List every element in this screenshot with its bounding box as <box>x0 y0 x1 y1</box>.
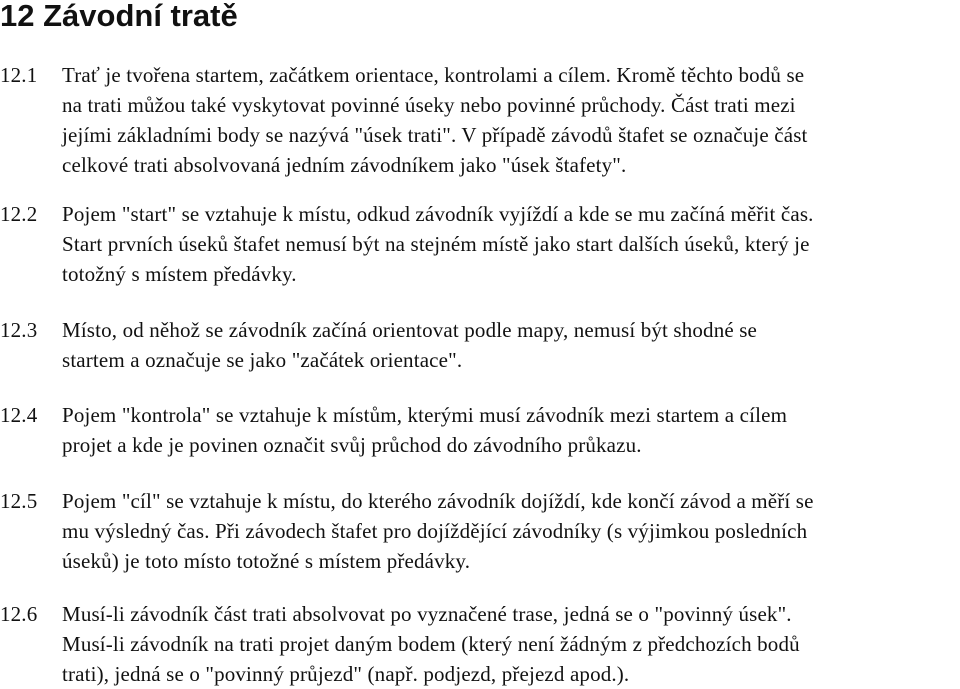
paragraph-number: 12.6 <box>0 602 38 626</box>
paragraph-line: totožný s místem předávky. <box>62 262 297 286</box>
paragraph-line: úseků) je toto místo totožné s místem předávky. <box>62 549 471 573</box>
paragraph-line: na trati můžou také vyskytovat povinné úseky nebo povinné průchody. Část trati mezi <box>62 93 796 117</box>
paragraph-line: Musí-li závodník na trati projet daným bodem (který není žádným z předchozích bodů <box>62 632 800 656</box>
section-heading: 12 Závodní tratě <box>0 0 238 33</box>
paragraph-line: Trať je tvořena startem, začátkem orientace, kontrolami a cílem. Kromě těchto bodů se <box>62 63 805 87</box>
paragraph-line: jejími základními body se nazývá "úsek trati". V případě závodů štafet se označuje část <box>62 123 808 147</box>
paragraph-line: celkové trati absolvovaná jedním závodníkem jako "úsek štafety". <box>62 153 627 177</box>
paragraph-line: Pojem "kontrola" se vztahuje k místům, kterými musí závodník mezi startem a cílem <box>62 403 788 427</box>
paragraph-line: projet a kde je povinen označit svůj průchod do závodního průkazu. <box>62 433 642 457</box>
paragraph-line: Musí-li závodník část trati absolvovat po vyznačené trase, jedná se o "povinný úsek". <box>62 602 792 626</box>
paragraph-line: mu výsledný čas. Při závodech štafet pro dojíždějící závodníky (s výjimkou posledních <box>62 519 808 543</box>
paragraph-number: 12.1 <box>0 63 38 87</box>
paragraph-line: Pojem "start" se vztahuje k místu, odkud závodník vyjíždí a kde se mu začíná měřit čas. <box>62 202 814 226</box>
paragraph-number: 12.2 <box>0 202 38 226</box>
paragraph-number: 12.3 <box>0 318 38 342</box>
paragraph-number: 12.5 <box>0 489 38 513</box>
paragraph-line: Místo, od něhož se závodník začíná orientovat podle mapy, nemusí být shodné se <box>62 318 758 342</box>
paragraph-line: Pojem "cíl" se vztahuje k místu, do kterého závodník dojíždí, kde končí závod a měří se <box>62 489 814 513</box>
paragraph-number: 12.4 <box>0 403 38 427</box>
paragraph-line: trati), jedná se o "povinný průjezd" (např. podjezd, přejezd apod.). <box>62 662 630 686</box>
paragraph-line: Start prvních úseků štafet nemusí být na stejném místě jako start dalších úseků, který je <box>62 232 810 256</box>
paragraph-line: startem a označuje se jako "začátek orientace". <box>62 348 463 372</box>
